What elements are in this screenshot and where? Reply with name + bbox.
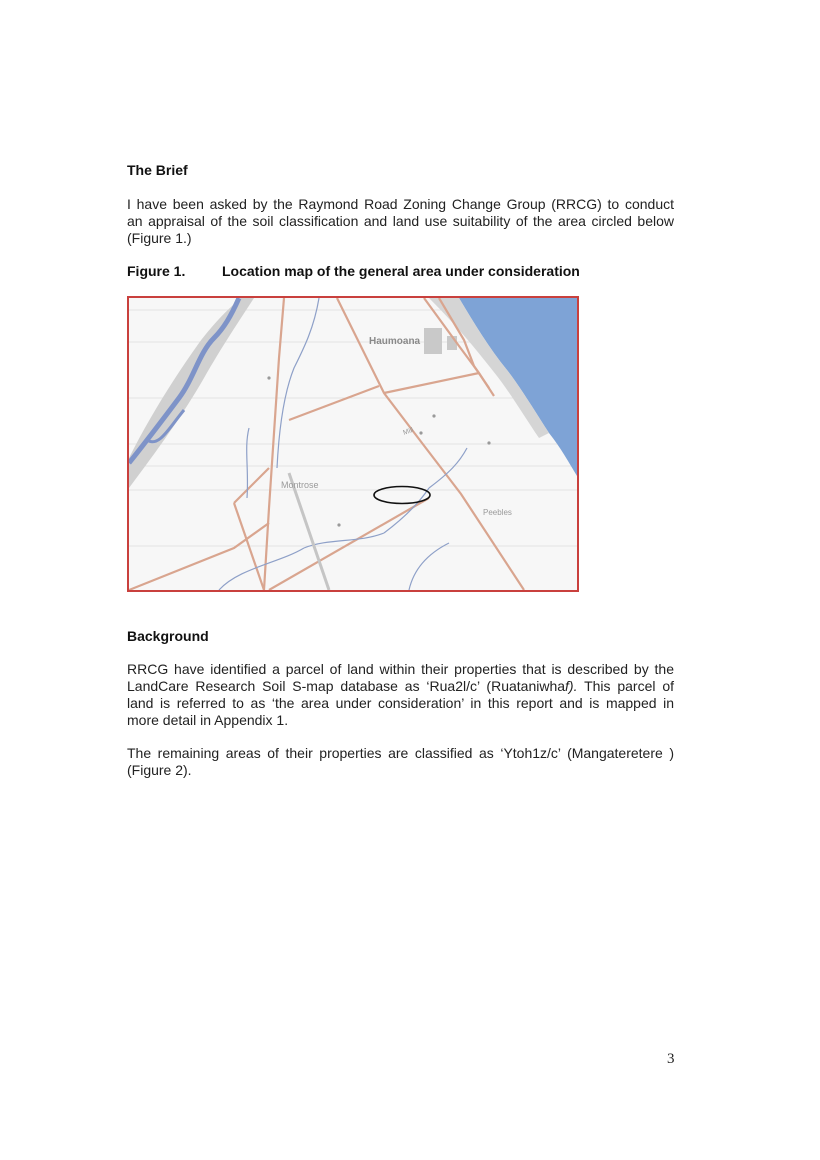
label-haumoana: Haumoana [369,336,421,347]
riverbed-area [129,298,254,488]
figure-caption [127,263,580,279]
background-p1-line-1: RRCG have identified a parcel of land within their properties that is described by the [127,661,674,677]
brief-line-3: (Figure 1.) [127,230,192,246]
background-p1-line-3: land is referred to as ‘the area under consideration’ in this report and is mapped in [127,695,674,711]
map-graphic [129,298,577,590]
figure-title: Location map of the general area under consideration [222,263,580,279]
brief-line-2: an appraisal of the soil classification and land use suitability of the area circled below [127,213,674,229]
background-p2-line-2: (Figure 2). [127,762,192,778]
brief-heading: The Brief [127,162,188,178]
background-p2-line-1: The remaining areas of their properties are classified as ‘Ytoh1z/c’ (Mangateretere ) [127,745,674,761]
background-paragraph-1 [127,661,674,729]
label-montrose: Montrose [281,480,319,490]
background-heading: Background [127,628,209,644]
brief-line-1: I have been asked by the Raymond Road Zoning Change Group (RRCG) to conduct [127,196,674,212]
background-p1-line-4: more detail in Appendix 1. [127,712,289,728]
background-p1-line-2: LandCare Research Soil S-map database as ‘Rua2l/c’ (Ruataniwhaf). This parcel of [127,678,675,694]
location-map [127,296,579,592]
figure-label: Figure 1. [127,263,186,279]
brief-paragraph [127,196,674,247]
background-paragraph-2 [127,745,674,779]
label-small: Mill [402,426,415,437]
page-number: 3 [667,1051,675,1067]
area-under-consideration-ellipse [374,487,430,504]
label-peebles: Peebles [483,508,512,517]
